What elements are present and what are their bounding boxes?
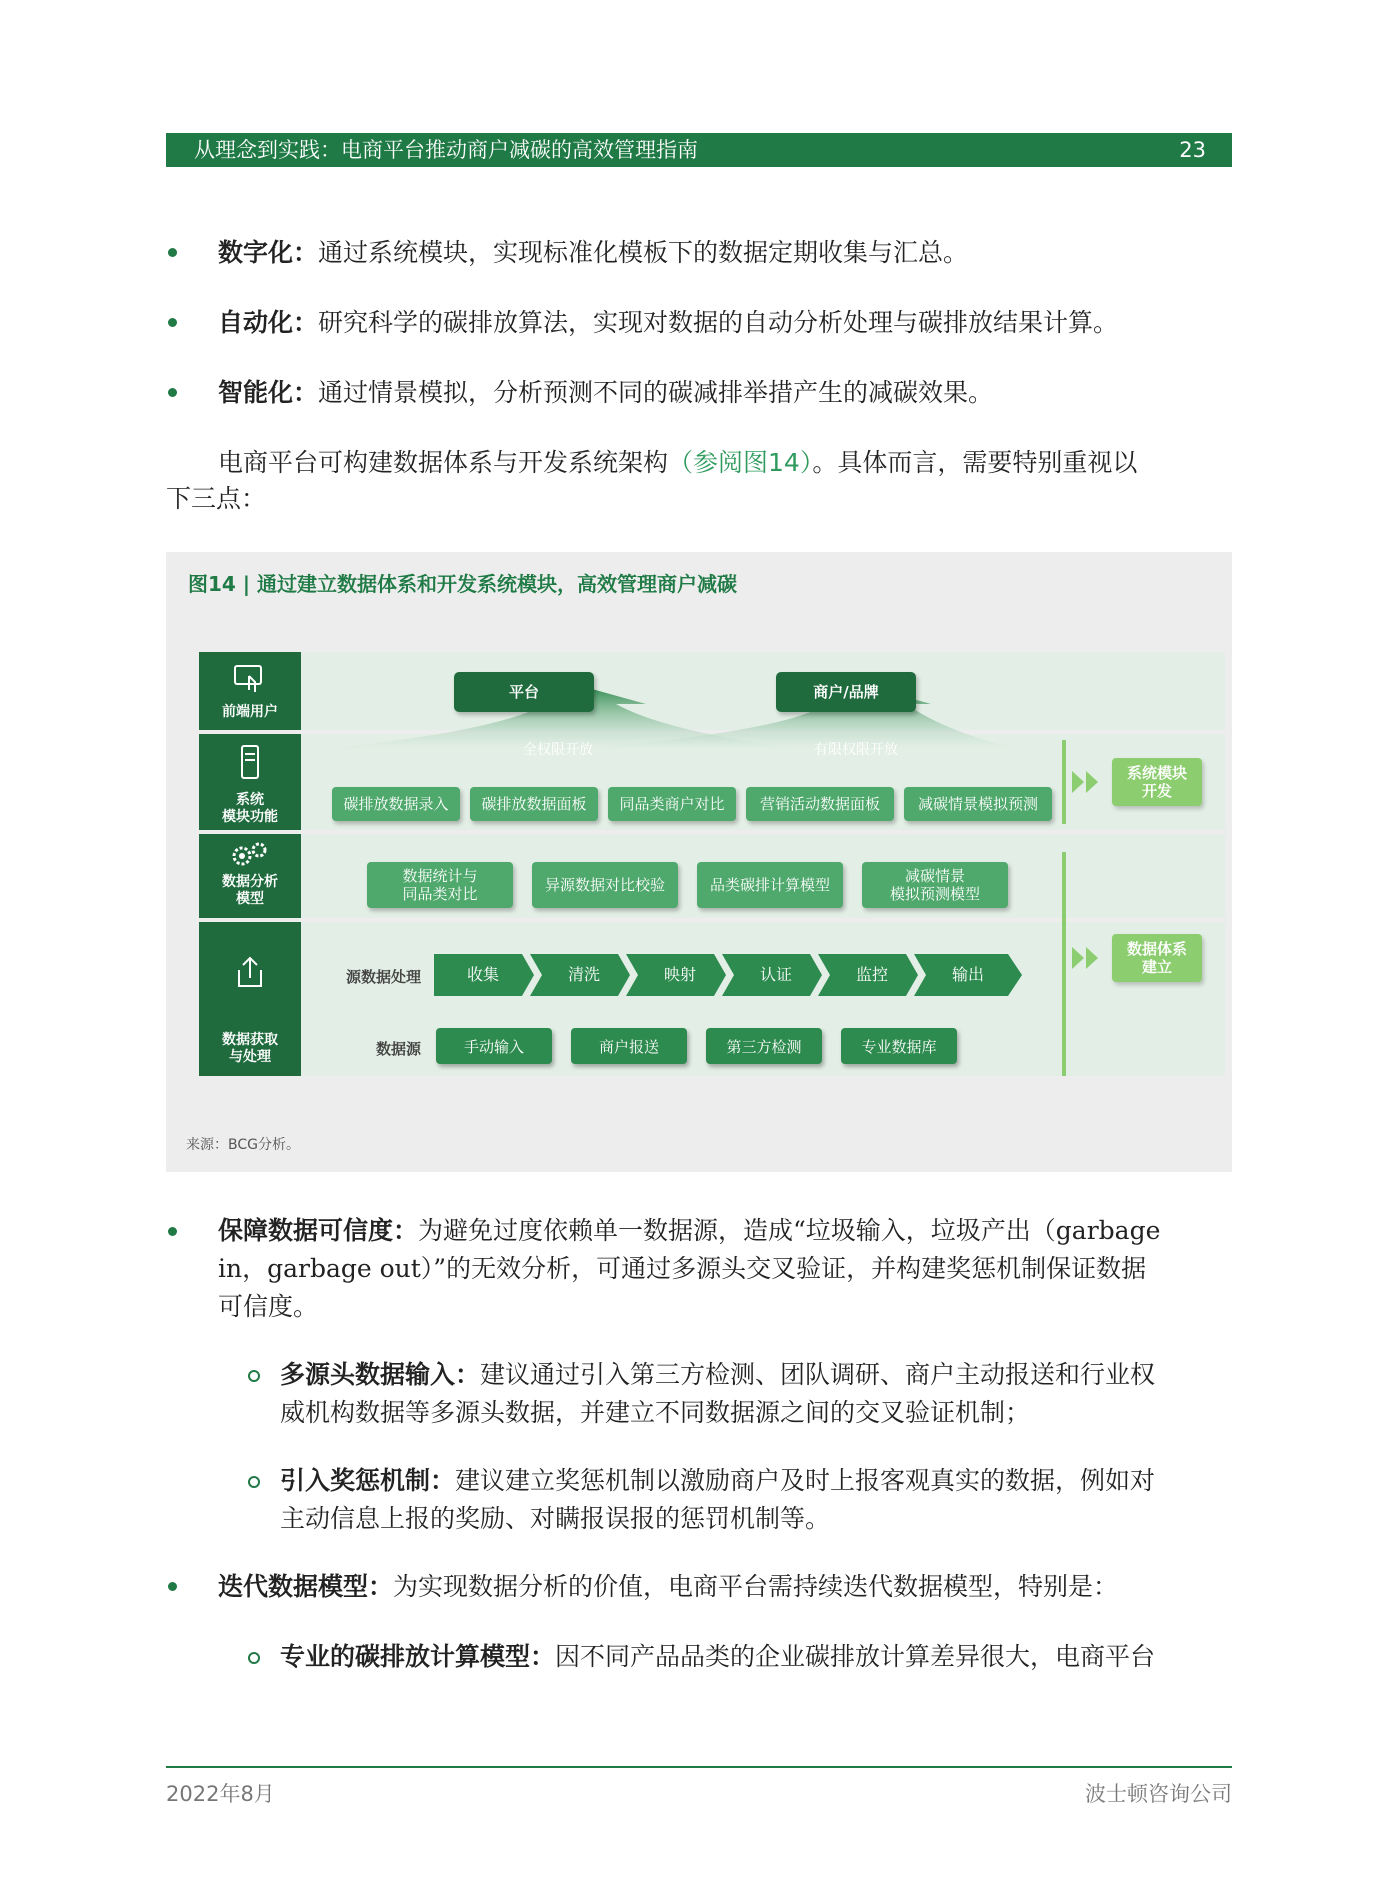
- sub-bullet-dot: [248, 1652, 260, 1664]
- access-label-full: 全权限开放: [523, 742, 593, 758]
- model-text: 异源数据对比校验: [544, 876, 665, 894]
- row-label-text: 系统: [236, 792, 264, 808]
- data-source-box: 第三方检测: [706, 1028, 822, 1064]
- data-source-label: 数据源: [376, 1040, 422, 1058]
- figure-14: [166, 552, 1232, 1172]
- gears-icon: [230, 842, 270, 868]
- side-text: 开发: [1141, 782, 1172, 800]
- bullet-term: 数字化：: [218, 238, 319, 267]
- source-processing-label: 源数据处理: [346, 968, 422, 986]
- model-text: 数据统计与: [402, 867, 478, 885]
- upload-icon: [233, 954, 267, 990]
- footer-company: 波士顿咨询公司: [1085, 1782, 1232, 1806]
- sub-bullet-carbon-model: [280, 1638, 1155, 1676]
- sub-bullet-text: 主动信息上报的奖励、对瞒报误报的惩罚机制等。: [280, 1504, 831, 1533]
- figure-source: 来源：BCG分析。: [186, 1137, 300, 1153]
- bullet-dot: [168, 1582, 177, 1591]
- process-step-label: 映射: [663, 965, 696, 984]
- process-step-label: 认证: [759, 965, 792, 984]
- row-label-text: 前端用户: [222, 704, 278, 720]
- bullet-term: 保障数据可信度：: [218, 1216, 419, 1245]
- bullet-data-credibility-line1: [218, 1212, 1160, 1250]
- side-text: 系统模块: [1126, 764, 1187, 782]
- bracket-data: [1062, 852, 1066, 1076]
- model-box: [532, 862, 678, 908]
- data-source-box: 手动输入: [436, 1028, 552, 1064]
- sub-bullet-incentive-line1: [280, 1462, 1155, 1500]
- arrow-right-icon: [1072, 771, 1102, 793]
- access-label-limited: 有限权限开放: [814, 742, 898, 758]
- row-label-text: 模块功能: [222, 809, 278, 825]
- paragraph-text: 。具体而言，需要特别重视以: [812, 448, 1138, 477]
- bullet-digital: [218, 234, 968, 272]
- row-label-data: [199, 922, 301, 1076]
- touch-screen-icon: [233, 664, 267, 694]
- module-box: 同品类商户对比: [608, 787, 736, 821]
- bullet-term: 迭代数据模型：: [218, 1572, 394, 1601]
- side-text: 数据体系: [1126, 940, 1187, 958]
- bullet-text: 为避免过度依赖单一数据源，造成“垃圾输入，垃圾产出（garbage: [418, 1216, 1161, 1245]
- bullet-dot: [168, 318, 177, 327]
- row-label-text: 数据分析: [222, 874, 278, 890]
- header-bar: [166, 133, 1232, 167]
- paragraph-line2: 下三点：: [166, 484, 267, 513]
- data-source-box: 专业数据库: [841, 1028, 957, 1064]
- bullet-text: 通过系统模块，实现标准化模板下的数据定期收集与汇总。: [318, 238, 969, 267]
- sub-bullet-text: 建议建立奖惩机制以激励商户及时上报客观真实的数据，例如对: [455, 1466, 1156, 1495]
- figure-title: 图14 | 通过建立数据体系和开发系统模块，高效管理商户减碳: [188, 572, 738, 596]
- merchant-brand-box: 商户/品牌: [776, 672, 916, 712]
- bullet-dot: [168, 1227, 177, 1236]
- bullet-text: in，garbage out）”的无效分析，可通过多源头交叉验证，并构建奖惩机制保证数据: [218, 1254, 1147, 1283]
- bullet-automation: [218, 304, 1118, 342]
- bullet-term: 自动化：: [218, 308, 319, 337]
- model-box: [367, 862, 513, 908]
- module-box: 减碳情景模拟预测: [904, 787, 1052, 821]
- bullet-dot: [168, 248, 177, 257]
- bracket-system: [1062, 740, 1066, 824]
- module-box: 碳排放数据面板: [470, 787, 598, 821]
- model-text: 品类碳排计算模型: [709, 876, 830, 894]
- footer-divider: [166, 1766, 1232, 1768]
- module-box: 营销活动数据面板: [746, 787, 894, 821]
- page-number: 23: [1179, 138, 1206, 162]
- module-box: 碳排放数据录入: [332, 787, 460, 821]
- process-step-label: 收集: [466, 965, 499, 984]
- sub-bullet-text: 因不同产品品类的企业碳排放计算差异很大，电商平台: [555, 1642, 1156, 1671]
- bullet-term: 智能化：: [218, 378, 319, 407]
- bullet-text: 通过情景模拟，分析预测不同的碳减排举措产生的减碳效果。: [318, 378, 994, 407]
- model-text: 模拟预测模型: [889, 885, 980, 903]
- sub-bullet-dot: [248, 1476, 260, 1488]
- bullet-text: 为实现数据分析的价值，电商平台需持续迭代数据模型，特别是：: [393, 1572, 1119, 1601]
- row-label-system: [199, 734, 301, 830]
- row-label-frontend: [199, 652, 301, 730]
- header-title: 从理念到实践：电商平台推动商户减碳的高效管理指南: [194, 138, 698, 162]
- model-box: [697, 862, 843, 908]
- paragraph-text: 电商平台可构建数据体系与开发系统架构: [218, 448, 669, 477]
- process-step-label: 清洗: [567, 965, 600, 984]
- process-step-label: 输出: [951, 965, 984, 984]
- arrow-right-icon: [1072, 947, 1102, 969]
- side-system-module-dev: [1112, 758, 1202, 806]
- sub-bullet-multisource-line1: [280, 1356, 1155, 1394]
- bullet-intelligent: [218, 374, 993, 412]
- side-text: 建立: [1141, 958, 1172, 976]
- sub-bullet-term: 多源头数据输入：: [280, 1360, 481, 1389]
- bullet-text: 可信度。: [218, 1292, 319, 1321]
- model-box: [862, 862, 1008, 908]
- paragraph-line1: [218, 444, 1137, 482]
- row-label-text: 与处理: [229, 1049, 271, 1065]
- process-step-label: 监控: [855, 965, 888, 984]
- footer-date: 2022年8月: [166, 1782, 275, 1806]
- row-label-analysis: [199, 834, 301, 918]
- sub-bullet-text: 威机构数据等多源头数据，并建立不同数据源之间的交叉验证机制；: [280, 1398, 1031, 1427]
- bullet-iterate-model: [218, 1568, 1118, 1606]
- data-source-box: 商户报送: [571, 1028, 687, 1064]
- sub-bullet-text: 建议通过引入第三方检测、团队调研、商户主动报送和行业权: [480, 1360, 1156, 1389]
- model-text: 减碳情景: [904, 867, 965, 885]
- bullet-text: 研究科学的碳排放算法，实现对数据的自动分析处理与碳排放结果计算。: [318, 308, 1119, 337]
- sub-bullet-term: 引入奖惩机制：: [280, 1466, 456, 1495]
- figure-reference-link[interactable]: （参阅图14）: [668, 448, 813, 477]
- model-text: 同品类对比: [402, 885, 478, 903]
- sub-bullet-term: 专业的碳排放计算模型：: [280, 1642, 556, 1671]
- server-icon: [240, 744, 260, 780]
- platform-box: 平台: [454, 672, 594, 712]
- bullet-dot: [168, 388, 177, 397]
- sub-bullet-dot: [248, 1370, 260, 1382]
- side-data-system-build: [1112, 934, 1202, 982]
- row-label-text: 数据获取: [222, 1032, 278, 1048]
- row-label-text: 模型: [236, 891, 264, 907]
